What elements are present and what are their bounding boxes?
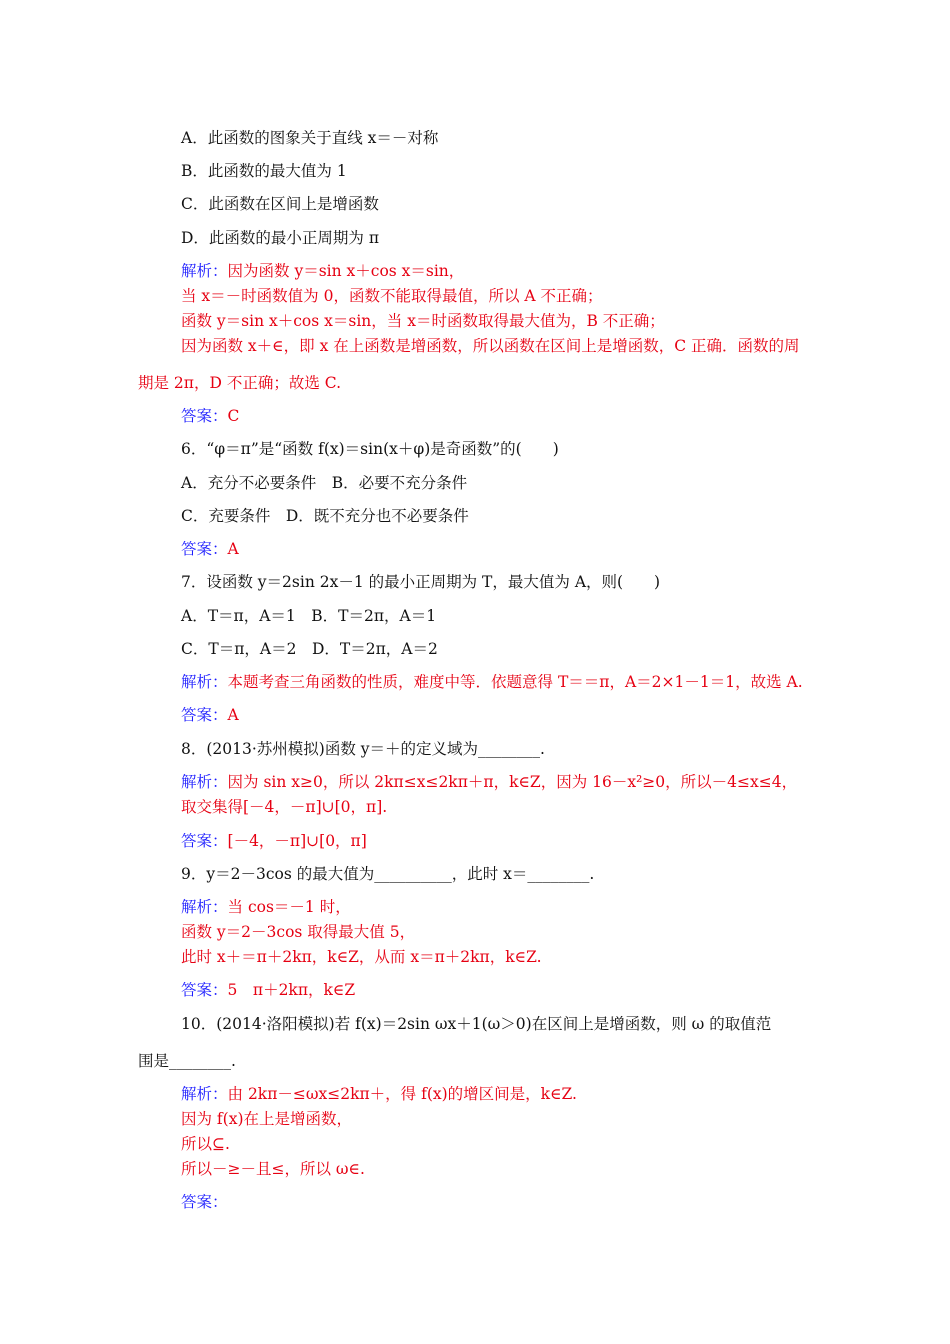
q7-options-cd (181, 637, 438, 659)
q5-option-d (181, 226, 379, 248)
q5-option-a (181, 126, 438, 148)
q7-answer (181, 703, 239, 725)
q9-answer-label: 答案： (181, 981, 228, 999)
q7-analysis (181, 670, 803, 692)
q10-answer (181, 1190, 228, 1212)
q5-analysis-1 (181, 259, 464, 281)
q5-answer-text: C (227, 407, 240, 425)
q10-analysis-2-text: 因为 f(x)在上是增函数， (181, 1110, 353, 1128)
q10-analysis-1-label: 解析： (181, 1085, 228, 1103)
q6-options-cd (181, 504, 469, 526)
q10-analysis-4-text: 所以－≥－且≤，所以 ω∈. (181, 1160, 365, 1178)
q10-stem-1 (181, 1012, 771, 1034)
q8-answer (181, 829, 367, 851)
q9-analysis-1-label: 解析： (181, 898, 228, 916)
q10-stem-2-text: 围是________. (138, 1052, 236, 1070)
q5-option-b-text: B．此函数的最大值为 1 (181, 162, 347, 180)
q5-analysis-1-label: 解析： (181, 262, 228, 280)
q9-answer (181, 978, 355, 1000)
q7-stem (181, 570, 660, 592)
q5-analysis-5 (138, 371, 341, 393)
q9-stem (181, 862, 594, 884)
q5-option-d-text: D．此函数的最小正周期为 π (181, 229, 380, 247)
q6-options-cd-text: C．充要条件 D．既不充分也不必要条件 (181, 507, 469, 525)
q5-analysis-3 (181, 309, 665, 331)
q8-stem (181, 737, 545, 759)
q8-answer-label: 答案： (181, 832, 228, 850)
q6-answer (181, 537, 239, 559)
q7-answer-text: A (227, 706, 239, 724)
q5-analysis-1-text: 因为函数 y＝sin x＋cos x＝sin， (227, 262, 465, 280)
q5-analysis-2-text: 当 x＝－时函数值为 0，函数不能取得最值，所以 A 不正确； (181, 287, 603, 305)
q8-analysis-1-text: 因为 sin x≥0，所以 2kπ≤x≤2kπ＋π，k∈Z，因为 16－x²≥0，所以－4≤x≤4， (227, 773, 798, 791)
q5-option-c (181, 192, 379, 214)
q5-analysis-4-text: 因为函数 x＋∈，即 x 在上函数是增函数，所以函数在区间上是增函数，C 正确．函数的周 (181, 337, 800, 355)
q7-options-ab-text: A．T＝π，A＝1 B．T＝2π，A＝1 (181, 607, 437, 625)
q6-answer-label: 答案： (181, 540, 228, 558)
q7-answer-label: 答案： (181, 706, 228, 724)
q8-stem-text: 8．(2013·苏州模拟)函数 y＝＋的定义域为________. (181, 740, 545, 758)
q10-answer-label: 答案： (181, 1193, 228, 1211)
q8-answer-text: [－4，－π]∪[0，π] (227, 832, 367, 850)
q7-stem-text: 7．设函数 y＝2sin 2x－1 的最小正周期为 T，最大值为 A，则( ) (181, 573, 661, 591)
q8-analysis-1 (181, 770, 797, 792)
q9-analysis-2 (181, 920, 415, 942)
q9-analysis-1-text: 当 cos＝－1 时， (227, 898, 351, 916)
q10-analysis-1 (181, 1082, 577, 1104)
q6-stem-text: 6．“φ＝π”是“函数 f(x)＝sin(x＋φ)是奇函数”的( ) (181, 440, 559, 458)
q5-analysis-2 (181, 284, 603, 306)
q5-answer-label: 答案： (181, 407, 228, 425)
q6-answer-text: A (227, 540, 239, 558)
q8-analysis-1-label: 解析： (181, 773, 228, 791)
q9-analysis-1 (181, 895, 351, 917)
q7-options-ab (181, 604, 436, 626)
q5-answer (181, 404, 239, 426)
q10-analysis-2 (181, 1107, 352, 1129)
q8-analysis-2-text: 取交集得[－4，－π]∪[0，π]. (181, 798, 388, 816)
q5-option-a-text: A．此函数的图象关于直线 x＝－对称 (181, 129, 439, 147)
q10-analysis-1-text: 由 2kπ－≤ωx≤2kπ＋，得 f(x)的增区间是，k∈Z. (227, 1085, 577, 1103)
q9-analysis-3 (181, 945, 542, 967)
q5-option-c-text: C．此函数在区间上是增函数 (181, 195, 379, 213)
q10-analysis-4 (181, 1157, 365, 1179)
q7-analysis-label: 解析： (181, 673, 228, 691)
q9-stem-text: 9．y＝2－3cos 的最大值为__________，此时 x＝________. (181, 865, 595, 883)
q5-analysis-3-text: 函数 y＝sin x＋cos x＝sin，当 x＝时函数取得最大值为，B 不正确； (181, 312, 665, 330)
q8-analysis-2 (181, 795, 387, 817)
q7-options-cd-text: C．T＝π，A＝2 D．T＝2π，A＝2 (181, 640, 438, 658)
q9-analysis-3-text: 此时 x＋＝π＋2kπ，k∈Z，从而 x＝π＋2kπ，k∈Z. (181, 948, 542, 966)
q6-options-ab (181, 471, 467, 493)
q10-analysis-3 (181, 1132, 230, 1154)
q9-analysis-2-text: 函数 y＝2－3cos 取得最大值 5， (181, 923, 416, 941)
q5-analysis-5-text: 期是 2π，D 不正确；故选 C. (138, 374, 341, 392)
q6-options-ab-text: A．充分不必要条件 B．必要不充分条件 (181, 474, 468, 492)
q5-analysis-4 (181, 334, 800, 356)
q6-stem (181, 437, 559, 459)
q10-stem-1-text: 10．(2014·洛阳模拟)若 f(x)＝2sin ωx＋1(ω＞0)在区间上是增函数，则 ω 的取值范 (181, 1015, 772, 1033)
q9-answer-text: 5 π＋2kπ，k∈Z (227, 981, 356, 999)
q10-stem-2 (138, 1049, 236, 1071)
q10-analysis-3-text: 所以⊆. (181, 1135, 230, 1153)
q7-analysis-text: 本题考查三角函数的性质，难度中等．依题意得 T＝＝π，A＝2×1－1＝1，故选 A. (227, 673, 803, 691)
q5-option-b (181, 159, 347, 181)
